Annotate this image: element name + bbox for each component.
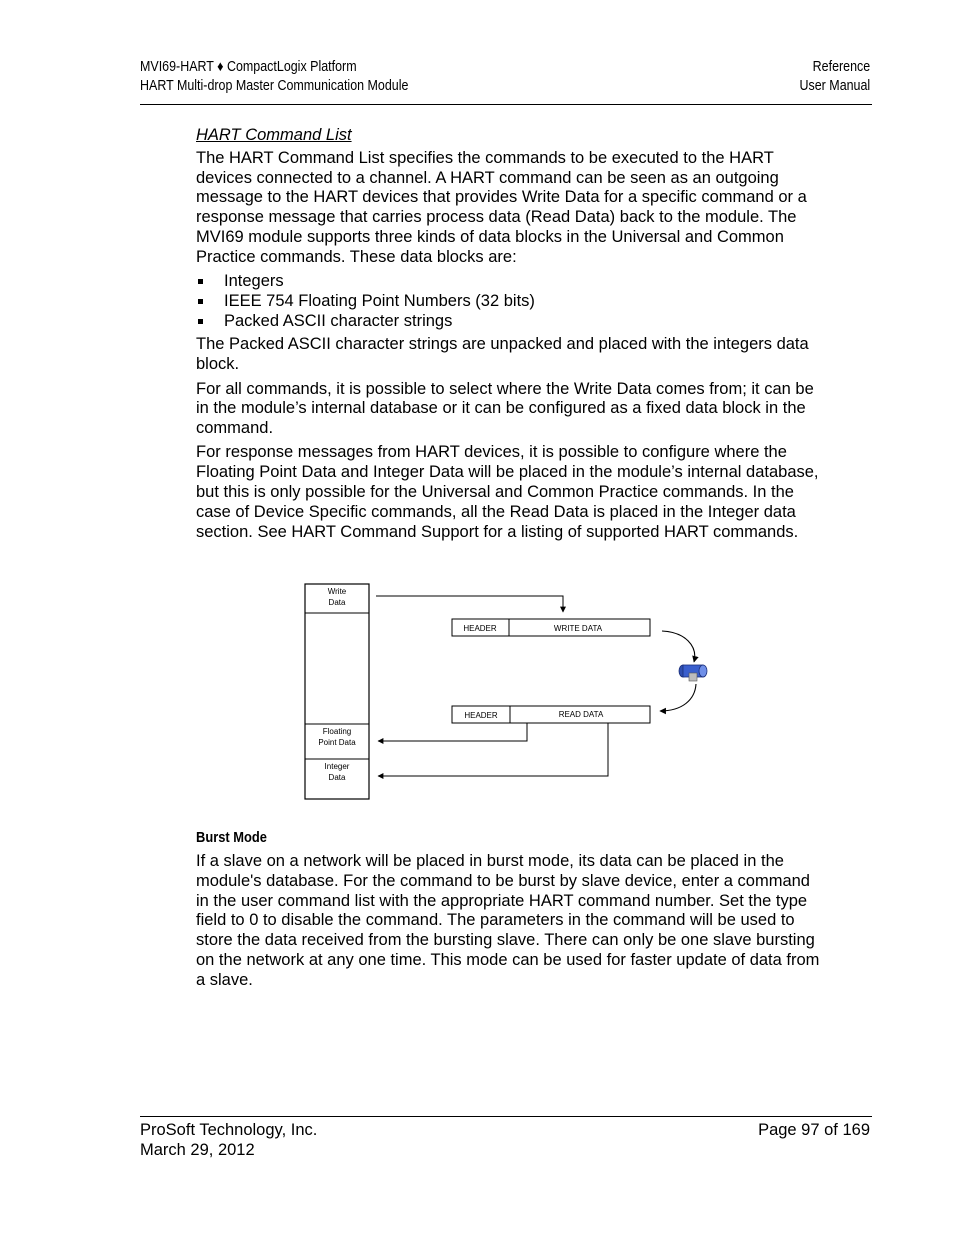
- integer-label-line1: Integer: [324, 762, 350, 771]
- floating-point-arrow: [378, 723, 527, 741]
- write-message: [452, 619, 650, 636]
- bullet-square-icon: [198, 279, 203, 284]
- list-item: Packed ASCII character strings: [196, 312, 826, 332]
- page-header-left: [140, 58, 408, 96]
- burst-mode-heading: Burst Mode: [196, 829, 267, 846]
- list-item: Integers: [196, 272, 826, 292]
- page-header-right: [799, 58, 870, 96]
- burst-mode-paragraph: If a slave on a network will be placed in burst mode, its data can be placed in the module's database. For the command to be burst by slave device, enter a command in the user command list with the appropriate HART command number. Set the type field to 0 to disable the command. The parameters in the command will be used to store the data received from the bursting slave. There can only be one slave bursting on the network at any one time. This mode can be used for faster update of data from a slave.: [196, 852, 820, 989]
- footer-company: ProSoft Technology, Inc.: [140, 1121, 318, 1139]
- write-data-label-line1: Write: [327, 587, 347, 596]
- page-footer-left: [140, 1120, 317, 1160]
- write-data-arrow: [376, 596, 563, 612]
- main-content: [196, 126, 826, 547]
- floating-point-label-line2: Point Data: [318, 738, 356, 747]
- read-message: [452, 706, 650, 723]
- paragraph-write-data: For all commands, it is possible to select where the Write Data comes from; it can be in the module’s internal database or it can be configured as a fixed data block in the command.: [196, 379, 814, 438]
- paragraph-response: For response messages from HART devices, it is possible to configure where the Floating Point Data and Integer Data will be placed in the module’s internal database, but this is only possible for the Universal and Common Practice commands. In the case of Device Specific commands, all the Read Data is placed in the Integer data section. See HART Command Support for a listing of supported HART commands.: [196, 443, 819, 541]
- from-device-curve-arrow: [660, 684, 696, 711]
- page-number: Page 97 of 169: [758, 1121, 870, 1139]
- header-product-title: MVI69-HART ♦ CompactLogix Platform: [140, 59, 357, 75]
- header-module-title: HART Multi-drop Master Communication Module: [140, 78, 409, 94]
- database-column: [305, 584, 369, 799]
- section-title: HART Command List: [196, 126, 352, 144]
- list-item: IEEE 754 Floating Point Numbers (32 bits): [196, 292, 826, 312]
- bullet-square-icon: [198, 299, 203, 304]
- to-device-curve-arrow: [662, 631, 695, 662]
- data-block-list: [196, 272, 826, 331]
- footer-date: March 29, 2012: [140, 1141, 255, 1159]
- write-data-block-label: WRITE DATA: [553, 624, 603, 633]
- paragraph-packed-ascii: The Packed ASCII character strings are unpacked and placed with the integers data block.: [196, 335, 809, 374]
- header-section: Reference: [812, 59, 870, 75]
- write-data-label-line2: Data: [328, 598, 346, 607]
- read-header-label: HEADER: [464, 711, 498, 720]
- integer-label-line2: Data: [328, 773, 346, 782]
- footer-rule: [140, 1116, 872, 1117]
- read-data-block-label: READ DATA: [558, 710, 604, 719]
- bullet-square-icon: [198, 319, 203, 324]
- header-rule: [140, 104, 872, 105]
- data-flow-diagram: [300, 580, 720, 805]
- integer-data-arrow: [378, 723, 608, 776]
- write-header-label: HEADER: [463, 624, 497, 633]
- hart-device-icon: [679, 665, 707, 681]
- floating-point-label-line1: Floating: [322, 727, 352, 736]
- paragraph-intro: The HART Command List specifies the commands to be executed to the HART devices connected to a channel. A HART command can be seen as an outgoing message to the HART devices that provides Write Data for a specific command or a response message that carries process data (Read Data) back to the module. The MVI69 module supports three kinds of data blocks in the Universal and Common Practice commands. These data blocks are:: [196, 148, 807, 266]
- header-doc-type: User Manual: [799, 78, 870, 94]
